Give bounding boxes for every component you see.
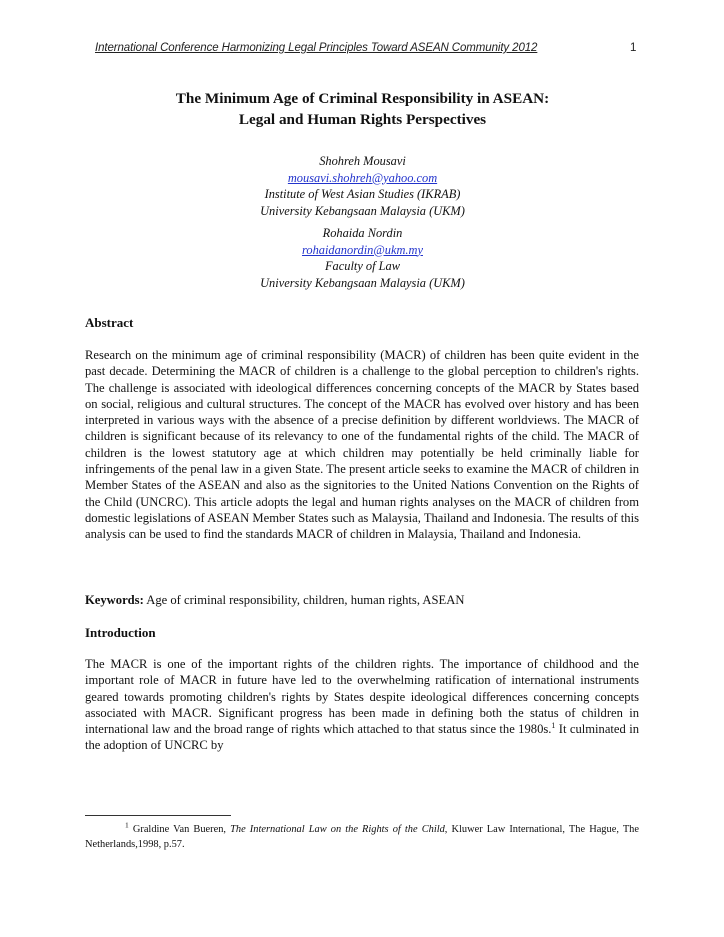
author-block-2	[85, 225, 640, 291]
author-email-link[interactable]: rohaidanordin@ukm.my	[302, 242, 423, 257]
footnote-author: Graldine Van Bueren,	[132, 824, 226, 835]
abstract-text: Research on the minimum age of criminal responsibility (MACR) of children has been quite evident in the past decade. Determining the MACR of children is a challenge to the global perception to children's rights. The challenge is associated with ideological differences concerning concepts of the MACR by States based on social, religious and cultural structures. The concept of the MACR has evolved over history and has been interpreted in various ways with the absence of a precise definition by different worldviews. The MACR of children is significant because of its relevancy to one of the fundamental rights of the child. The MACR of children is the lowest statutory age at which children may potentially be held criminally liable for infringements of the penal law in a given State. The present article seeks to examine the MACR of children in Member States of the ASEAN and also as the signitories to the United Nations Convention on the Rights of the Child (UNCRC). This article adopts the legal and human rights analyses on the MACR of children from domestic legislations of ASEAN Member States such as Malaysia, Thailand and Indonesia. The results of this analysis can be used to find the standards MACR of children in Malaysia, Thailand and Indonesia.	[85, 348, 639, 542]
page-number: 1	[630, 42, 637, 54]
keywords-text: Age of criminal responsibility, children, human rights, ASEAN	[146, 593, 465, 607]
paper-title-line-2: Legal and Human Rights Perspectives	[238, 111, 487, 128]
introduction-text-continued: It culminated in the adoption of UNCRC by	[85, 722, 639, 753]
abstract-heading: Abstract	[85, 315, 134, 330]
keywords-line	[85, 593, 639, 608]
running-header-title: International Conference Harmonizing Legal Principles Toward ASEAN Community 2012	[95, 42, 538, 54]
author-name: Rohaida Nordin	[322, 226, 403, 240]
author-affiliation: Institute of West Asian Studies (IKRAB)	[264, 187, 461, 202]
introduction-heading: Introduction	[85, 625, 156, 640]
author-email-link[interactable]: mousavi.shohreh@yahoo.com	[287, 170, 438, 185]
footnote-divider	[85, 815, 231, 816]
introduction-text	[85, 656, 639, 754]
footnote-reference-mark[interactable]: 1	[551, 721, 556, 730]
footnote-details: , Kluwer Law International, The Hague, The Netherlands,1998, p.57.	[85, 824, 639, 850]
paper-title-line-1: The Minimum Age of Criminal Responsibility in ASEAN:	[175, 90, 550, 107]
footnote-work-title: The International Law on the Rights of the Child	[230, 824, 445, 835]
author-university: University Kebangsaan Malaysia (UKM)	[260, 203, 465, 218]
author-name: Shohreh Mousavi	[319, 154, 406, 168]
introduction-text-body: The MACR is one of the important rights of the children rights. The importance of childhood and the important role of MACR in future have led to the overwhelming ratification of international instruments geared towards promoting children's rights by States despite ideological differences concerning concepts associated with MACR. Significant progress has been made in defining both the status of children in international law and the broad range of rights which attached to that status since the 1980s.	[85, 657, 639, 737]
footnote-mark: 1	[125, 820, 129, 830]
keywords-label: Keywords:	[85, 593, 144, 607]
author-university: University Kebangsaan Malaysia (UKM)	[260, 275, 465, 290]
footnote	[85, 822, 639, 852]
author-block-1	[85, 153, 640, 219]
author-affiliation: Faculty of Law	[324, 259, 401, 274]
paper-title	[85, 88, 640, 130]
